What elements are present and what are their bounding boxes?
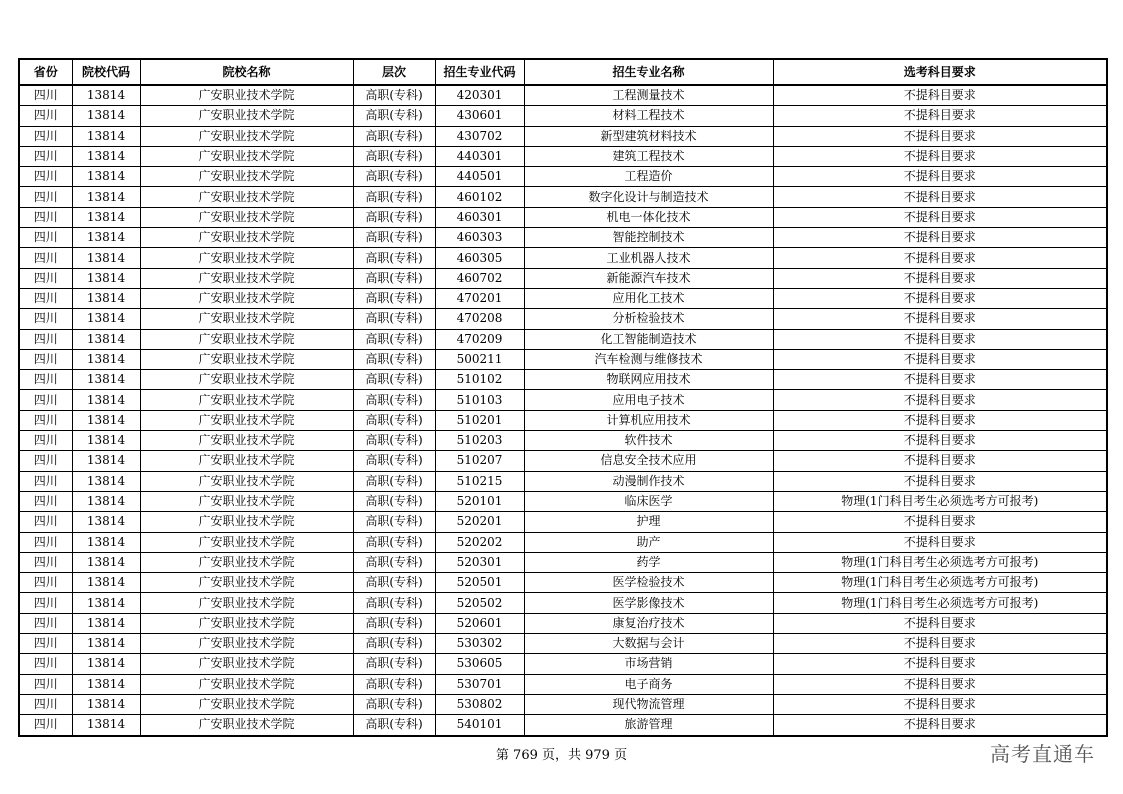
- cell-major-code: 510103: [435, 390, 524, 410]
- cell-school-code: 13814: [72, 248, 140, 268]
- cell-province: 四川: [19, 552, 72, 572]
- cell-major-code: 470209: [435, 329, 524, 349]
- cell-province: 四川: [19, 390, 72, 410]
- cell-major-name: 应用化工技术: [524, 288, 773, 308]
- table-row: [19, 552, 1107, 572]
- cell-province: 四川: [19, 167, 72, 187]
- cell-level: 高职(专科): [353, 451, 435, 471]
- cell-subject-requirement: 不提科目要求: [773, 106, 1107, 126]
- header-major-name: 招生专业名称: [524, 59, 773, 85]
- cell-school-code: 13814: [72, 126, 140, 146]
- cell-major-name: 计算机应用技术: [524, 410, 773, 430]
- cell-school-name: 广安职业技术学院: [140, 187, 353, 207]
- cell-major-code: 460102: [435, 187, 524, 207]
- cell-province: 四川: [19, 613, 72, 633]
- cell-major-name: 旅游管理: [524, 715, 773, 736]
- cell-major-code: 530605: [435, 654, 524, 674]
- cell-school-code: 13814: [72, 268, 140, 288]
- cell-province: 四川: [19, 451, 72, 471]
- cell-school-name: 广安职业技术学院: [140, 309, 353, 329]
- cell-major-code: 530302: [435, 634, 524, 654]
- cell-school-code: 13814: [72, 532, 140, 552]
- cell-major-code: 520202: [435, 532, 524, 552]
- cell-major-name: 药学: [524, 552, 773, 572]
- cell-major-code: 520201: [435, 512, 524, 532]
- cell-province: 四川: [19, 512, 72, 532]
- cell-school-name: 广安职业技术学院: [140, 207, 353, 227]
- cell-subject-requirement: 不提科目要求: [773, 288, 1107, 308]
- cell-school-name: 广安职业技术学院: [140, 552, 353, 572]
- cell-subject-requirement: 不提科目要求: [773, 471, 1107, 491]
- cell-province: 四川: [19, 207, 72, 227]
- cell-school-code: 13814: [72, 573, 140, 593]
- cell-school-name: 广安职业技术学院: [140, 491, 353, 511]
- cell-subject-requirement: 物理(1门科目考生必须选考方可报考): [773, 552, 1107, 572]
- table-row: [19, 451, 1107, 471]
- cell-school-name: 广安职业技术学院: [140, 431, 353, 451]
- cell-province: 四川: [19, 471, 72, 491]
- cell-level: 高职(专科): [353, 491, 435, 511]
- cell-level: 高职(专科): [353, 634, 435, 654]
- cell-school-name: 广安职业技术学院: [140, 654, 353, 674]
- cell-level: 高职(专科): [353, 85, 435, 106]
- table-row: [19, 471, 1107, 491]
- cell-major-name: 康复治疗技术: [524, 613, 773, 633]
- cell-school-name: 广安职业技术学院: [140, 471, 353, 491]
- cell-subject-requirement: 物理(1门科目考生必须选考方可报考): [773, 491, 1107, 511]
- cell-province: 四川: [19, 694, 72, 714]
- cell-school-name: 广安职业技术学院: [140, 228, 353, 248]
- header-school-code: 院校代码: [72, 59, 140, 85]
- cell-province: 四川: [19, 126, 72, 146]
- cell-major-name: 分析检验技术: [524, 309, 773, 329]
- cell-major-name: 现代物流管理: [524, 694, 773, 714]
- cell-subject-requirement: 不提科目要求: [773, 187, 1107, 207]
- cell-major-name: 医学影像技术: [524, 593, 773, 613]
- cell-subject-requirement: 物理(1门科目考生必须选考方可报考): [773, 593, 1107, 613]
- cell-level: 高职(专科): [353, 410, 435, 430]
- cell-subject-requirement: 不提科目要求: [773, 228, 1107, 248]
- cell-level: 高职(专科): [353, 106, 435, 126]
- cell-level: 高职(专科): [353, 512, 435, 532]
- cell-major-code: 520502: [435, 593, 524, 613]
- table-row: [19, 106, 1107, 126]
- cell-major-code: 510201: [435, 410, 524, 430]
- table-row: [19, 228, 1107, 248]
- cell-major-name: 应用电子技术: [524, 390, 773, 410]
- header-row: [19, 59, 1107, 85]
- table-row: [19, 146, 1107, 166]
- cell-major-name: 电子商务: [524, 674, 773, 694]
- cell-major-name: 新型建筑材料技术: [524, 126, 773, 146]
- cell-subject-requirement: 不提科目要求: [773, 126, 1107, 146]
- cell-school-code: 13814: [72, 309, 140, 329]
- cell-province: 四川: [19, 654, 72, 674]
- cell-subject-requirement: 不提科目要求: [773, 654, 1107, 674]
- table-row: [19, 248, 1107, 268]
- cell-school-code: 13814: [72, 694, 140, 714]
- cell-level: 高职(专科): [353, 288, 435, 308]
- cell-subject-requirement: 不提科目要求: [773, 207, 1107, 227]
- cell-level: 高职(专科): [353, 573, 435, 593]
- cell-major-code: 420301: [435, 85, 524, 106]
- cell-major-name: 动漫制作技术: [524, 471, 773, 491]
- table-body: [19, 85, 1107, 736]
- cell-level: 高职(专科): [353, 309, 435, 329]
- cell-school-code: 13814: [72, 85, 140, 106]
- cell-school-code: 13814: [72, 167, 140, 187]
- cell-subject-requirement: 不提科目要求: [773, 674, 1107, 694]
- table-row: [19, 532, 1107, 552]
- cell-major-code: 510215: [435, 471, 524, 491]
- cell-major-name: 大数据与会计: [524, 634, 773, 654]
- cell-school-name: 广安职业技术学院: [140, 329, 353, 349]
- cell-major-name: 建筑工程技术: [524, 146, 773, 166]
- cell-level: 高职(专科): [353, 207, 435, 227]
- cell-level: 高职(专科): [353, 552, 435, 572]
- cell-school-code: 13814: [72, 552, 140, 572]
- cell-subject-requirement: 不提科目要求: [773, 85, 1107, 106]
- cell-school-name: 广安职业技术学院: [140, 268, 353, 288]
- table-row: [19, 167, 1107, 187]
- cell-level: 高职(专科): [353, 167, 435, 187]
- cell-school-code: 13814: [72, 187, 140, 207]
- cell-school-name: 广安职业技术学院: [140, 106, 353, 126]
- cell-subject-requirement: 不提科目要求: [773, 309, 1107, 329]
- cell-major-code: 510207: [435, 451, 524, 471]
- cell-school-name: 广安职业技术学院: [140, 410, 353, 430]
- cell-province: 四川: [19, 491, 72, 511]
- cell-province: 四川: [19, 410, 72, 430]
- table-row: [19, 349, 1107, 369]
- cell-subject-requirement: 不提科目要求: [773, 390, 1107, 410]
- cell-major-name: 机电一体化技术: [524, 207, 773, 227]
- cell-school-code: 13814: [72, 146, 140, 166]
- cell-school-name: 广安职业技术学院: [140, 593, 353, 613]
- cell-major-name: 工业机器人技术: [524, 248, 773, 268]
- cell-major-name: 智能控制技术: [524, 228, 773, 248]
- cell-school-code: 13814: [72, 471, 140, 491]
- table-row: [19, 491, 1107, 511]
- cell-major-name: 物联网应用技术: [524, 370, 773, 390]
- table-row: [19, 370, 1107, 390]
- cell-subject-requirement: 不提科目要求: [773, 370, 1107, 390]
- cell-level: 高职(专科): [353, 228, 435, 248]
- cell-subject-requirement: 不提科目要求: [773, 512, 1107, 532]
- cell-province: 四川: [19, 309, 72, 329]
- cell-school-name: 广安职业技术学院: [140, 613, 353, 633]
- cell-province: 四川: [19, 329, 72, 349]
- cell-level: 高职(专科): [353, 593, 435, 613]
- cell-province: 四川: [19, 248, 72, 268]
- cell-major-code: 470201: [435, 288, 524, 308]
- cell-level: 高职(专科): [353, 674, 435, 694]
- cell-major-code: 440501: [435, 167, 524, 187]
- cell-level: 高职(专科): [353, 532, 435, 552]
- cell-school-code: 13814: [72, 491, 140, 511]
- cell-level: 高职(专科): [353, 329, 435, 349]
- cell-subject-requirement: 不提科目要求: [773, 349, 1107, 369]
- header-major-code: 招生专业代码: [435, 59, 524, 85]
- table-row: [19, 390, 1107, 410]
- cell-level: 高职(专科): [353, 370, 435, 390]
- cell-province: 四川: [19, 573, 72, 593]
- table-row: [19, 207, 1107, 227]
- cell-school-code: 13814: [72, 654, 140, 674]
- cell-level: 高职(专科): [353, 654, 435, 674]
- cell-subject-requirement: 不提科目要求: [773, 431, 1107, 451]
- cell-school-name: 广安职业技术学院: [140, 715, 353, 736]
- cell-level: 高职(专科): [353, 613, 435, 633]
- table-row: [19, 329, 1107, 349]
- cell-school-name: 广安职业技术学院: [140, 573, 353, 593]
- cell-school-code: 13814: [72, 390, 140, 410]
- cell-major-code: 430702: [435, 126, 524, 146]
- table-row: [19, 268, 1107, 288]
- cell-province: 四川: [19, 674, 72, 694]
- cell-province: 四川: [19, 431, 72, 451]
- cell-subject-requirement: 不提科目要求: [773, 634, 1107, 654]
- header-subject-requirement: 选考科目要求: [773, 59, 1107, 85]
- cell-subject-requirement: 物理(1门科目考生必须选考方可报考): [773, 573, 1107, 593]
- table-row: [19, 593, 1107, 613]
- cell-school-name: 广安职业技术学院: [140, 126, 353, 146]
- cell-major-code: 430601: [435, 106, 524, 126]
- table-row: [19, 309, 1107, 329]
- cell-major-code: 510102: [435, 370, 524, 390]
- cell-subject-requirement: 不提科目要求: [773, 248, 1107, 268]
- cell-level: 高职(专科): [353, 715, 435, 736]
- cell-school-code: 13814: [72, 431, 140, 451]
- cell-school-name: 广安职业技术学院: [140, 512, 353, 532]
- cell-major-name: 医学检验技术: [524, 573, 773, 593]
- cell-province: 四川: [19, 634, 72, 654]
- cell-major-name: 材料工程技术: [524, 106, 773, 126]
- cell-major-code: 520101: [435, 491, 524, 511]
- table-row: [19, 715, 1107, 736]
- cell-major-name: 工程造价: [524, 167, 773, 187]
- cell-major-code: 500211: [435, 349, 524, 369]
- cell-level: 高职(专科): [353, 349, 435, 369]
- cell-major-code: 460301: [435, 207, 524, 227]
- cell-school-code: 13814: [72, 613, 140, 633]
- cell-major-name: 信息安全技术应用: [524, 451, 773, 471]
- cell-subject-requirement: 不提科目要求: [773, 694, 1107, 714]
- table-row: [19, 288, 1107, 308]
- cell-school-name: 广安职业技术学院: [140, 146, 353, 166]
- cell-major-name: 化工智能制造技术: [524, 329, 773, 349]
- cell-major-code: 520501: [435, 573, 524, 593]
- cell-school-code: 13814: [72, 634, 140, 654]
- cell-province: 四川: [19, 146, 72, 166]
- table-row: [19, 187, 1107, 207]
- cell-level: 高职(专科): [353, 471, 435, 491]
- header-province: 省份: [19, 59, 72, 85]
- cell-province: 四川: [19, 288, 72, 308]
- cell-school-name: 广安职业技术学院: [140, 634, 353, 654]
- cell-level: 高职(专科): [353, 268, 435, 288]
- cell-major-name: 软件技术: [524, 431, 773, 451]
- cell-school-name: 广安职业技术学院: [140, 167, 353, 187]
- cell-school-code: 13814: [72, 329, 140, 349]
- table-row: [19, 431, 1107, 451]
- watermark-logo: 高考直通车: [990, 742, 1095, 766]
- cell-school-name: 广安职业技术学院: [140, 390, 353, 410]
- cell-province: 四川: [19, 370, 72, 390]
- cell-major-name: 新能源汽车技术: [524, 268, 773, 288]
- cell-level: 高职(专科): [353, 694, 435, 714]
- cell-school-name: 广安职业技术学院: [140, 694, 353, 714]
- cell-subject-requirement: 不提科目要求: [773, 532, 1107, 552]
- table-row: [19, 654, 1107, 674]
- table-row: [19, 85, 1107, 106]
- cell-major-code: 530802: [435, 694, 524, 714]
- table-row: [19, 613, 1107, 633]
- cell-major-code: 540101: [435, 715, 524, 736]
- cell-school-code: 13814: [72, 228, 140, 248]
- cell-school-name: 广安职业技术学院: [140, 451, 353, 471]
- cell-major-code: 530701: [435, 674, 524, 694]
- cell-major-name: 护理: [524, 512, 773, 532]
- cell-school-code: 13814: [72, 451, 140, 471]
- cell-school-name: 广安职业技术学院: [140, 674, 353, 694]
- cell-major-name: 汽车检测与维修技术: [524, 349, 773, 369]
- cell-subject-requirement: 不提科目要求: [773, 613, 1107, 633]
- cell-subject-requirement: 不提科目要求: [773, 167, 1107, 187]
- cell-school-code: 13814: [72, 370, 140, 390]
- cell-school-code: 13814: [72, 512, 140, 532]
- cell-subject-requirement: 不提科目要求: [773, 715, 1107, 736]
- cell-school-code: 13814: [72, 288, 140, 308]
- cell-province: 四川: [19, 532, 72, 552]
- cell-province: 四川: [19, 268, 72, 288]
- cell-province: 四川: [19, 85, 72, 106]
- cell-school-code: 13814: [72, 410, 140, 430]
- cell-major-code: 460303: [435, 228, 524, 248]
- cell-school-name: 广安职业技术学院: [140, 532, 353, 552]
- cell-school-name: 广安职业技术学院: [140, 288, 353, 308]
- cell-subject-requirement: 不提科目要求: [773, 268, 1107, 288]
- cell-school-code: 13814: [72, 715, 140, 736]
- cell-school-code: 13814: [72, 349, 140, 369]
- header-level: 层次: [353, 59, 435, 85]
- cell-major-name: 助产: [524, 532, 773, 552]
- page-number: 第 769 页，共 979 页: [495, 748, 628, 763]
- cell-province: 四川: [19, 349, 72, 369]
- cell-province: 四川: [19, 715, 72, 736]
- cell-major-code: 440301: [435, 146, 524, 166]
- cell-level: 高职(专科): [353, 146, 435, 166]
- cell-major-code: 510203: [435, 431, 524, 451]
- table-row: [19, 634, 1107, 654]
- cell-school-code: 13814: [72, 207, 140, 227]
- cell-subject-requirement: 不提科目要求: [773, 410, 1107, 430]
- table-row: [19, 126, 1107, 146]
- cell-major-code: 520301: [435, 552, 524, 572]
- cell-major-code: 460305: [435, 248, 524, 268]
- table-row: [19, 410, 1107, 430]
- cell-major-name: 数字化设计与制造技术: [524, 187, 773, 207]
- cell-school-name: 广安职业技术学院: [140, 85, 353, 106]
- cell-school-name: 广安职业技术学院: [140, 248, 353, 268]
- cell-school-code: 13814: [72, 106, 140, 126]
- cell-subject-requirement: 不提科目要求: [773, 451, 1107, 471]
- admission-table: [18, 58, 1108, 737]
- table-row: [19, 674, 1107, 694]
- header-school-name: 院校名称: [140, 59, 353, 85]
- cell-school-code: 13814: [72, 674, 140, 694]
- cell-major-name: 临床医学: [524, 491, 773, 511]
- cell-level: 高职(专科): [353, 431, 435, 451]
- cell-level: 高职(专科): [353, 187, 435, 207]
- cell-major-name: 工程测量技术: [524, 85, 773, 106]
- table-row: [19, 694, 1107, 714]
- cell-major-code: 460702: [435, 268, 524, 288]
- cell-major-code: 520601: [435, 613, 524, 633]
- cell-province: 四川: [19, 106, 72, 126]
- cell-province: 四川: [19, 593, 72, 613]
- cell-level: 高职(专科): [353, 390, 435, 410]
- cell-province: 四川: [19, 228, 72, 248]
- cell-major-name: 市场营销: [524, 654, 773, 674]
- cell-school-name: 广安职业技术学院: [140, 370, 353, 390]
- cell-level: 高职(专科): [353, 126, 435, 146]
- cell-school-name: 广安职业技术学院: [140, 349, 353, 369]
- table-row: [19, 512, 1107, 532]
- cell-province: 四川: [19, 187, 72, 207]
- table-row: [19, 573, 1107, 593]
- cell-major-code: 470208: [435, 309, 524, 329]
- cell-school-code: 13814: [72, 593, 140, 613]
- cell-level: 高职(专科): [353, 248, 435, 268]
- cell-subject-requirement: 不提科目要求: [773, 146, 1107, 166]
- cell-subject-requirement: 不提科目要求: [773, 329, 1107, 349]
